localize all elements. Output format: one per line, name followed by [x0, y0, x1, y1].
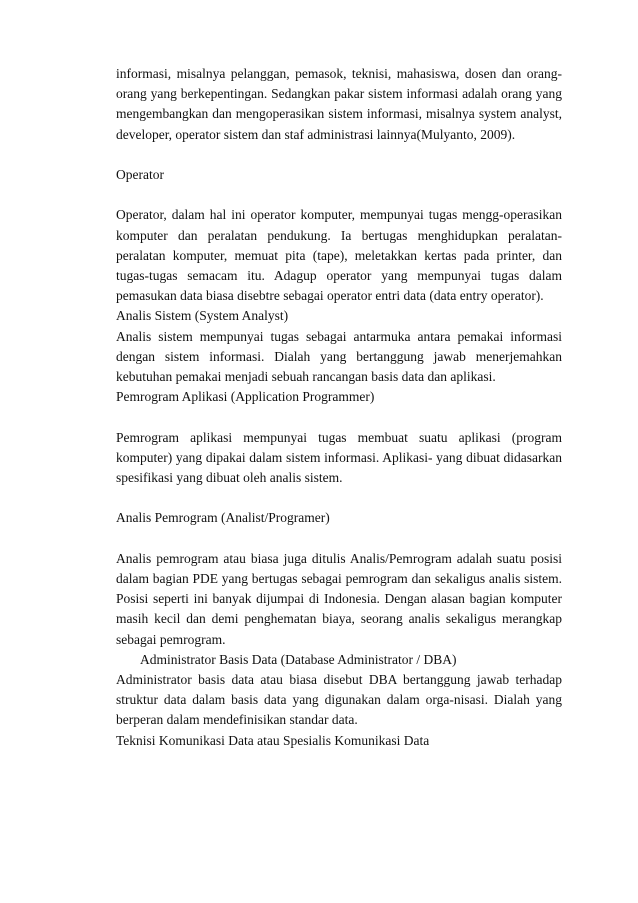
document-page: [116, 64, 562, 751]
paragraph-gap: [116, 488, 562, 508]
paragraph-dba: Administrator basis data atau biasa disebut DBA bertanggung jawab terhadap struktur data dalam basis data yang digunakan dalam orga-nisasi. Dialah yang berperan dalam mendefinisikan standar data.: [116, 672, 562, 728]
paragraph-gap: [116, 407, 562, 427]
paragraph-gap: [116, 529, 562, 549]
heading-pemrogram-aplikasi: Pemrogram Aplikasi (Application Programmer): [116, 389, 375, 405]
heading-analis-sistem: Analis Sistem (System Analyst): [116, 308, 289, 324]
paragraph-analis-sistem: Analis sistem mempunyai tugas sebagai antarmuka antara pemakai informasi dengan sistem informasi. Dialah yang bertanggung jawab menerjemahkan kebutuhan pemakai menjadi sebuah rancangan basis data dan aplikasi.: [116, 328, 562, 385]
paragraph-operator: Operator, dalam hal ini operator komputer, mempunyai tugas mengg-operasikan komputer dan peralatan pendukung. Ia bertugas menghidupkan peralatan-peralatan komputer, memuat pita (tape), meletakkan kertas pada printer, dan tugas-tugas semacam itu. Adagup operator yang mempunyai tugas dalam pemasukan data biasa disebtre sebagai operator entri data (data entry operator).: [116, 207, 562, 304]
paragraph-gap: [116, 145, 562, 165]
paragraph-pemrogram-aplikasi: Pemrogram aplikasi mempunyai tugas membuat suatu aplikasi (program komputer) yang dipakai dalam sistem informasi. Aplikasi- yang dibuat didasarkan spesifikasi yang dibuat oleh analis sistem.: [116, 429, 562, 486]
heading-analis-pemrogram: Analis Pemrogram (Analist/Programer): [116, 510, 330, 526]
paragraph-intro: informasi, misalnya pelanggan, pemasok, teknisi, mahasiswa, dosen dan orang-orang yang berkepentingan. Sedangkan pakar sistem informasi adalah orang yang mengembangkan dan mengoperasikan sistem informasi, misalnya system analyst, developer, operator sistem dan staf administrasi lainnya(Mulyanto, 2009).: [116, 66, 562, 142]
heading-operator: Operator: [116, 167, 164, 182]
heading-teknisi-komunikasi: Teknisi Komunikasi Data atau Spesialis Komunikasi Data: [116, 732, 430, 748]
paragraph-analis-pemrogram: Analis pemrogram atau biasa juga ditulis Analis/Pemrogram adalah suatu posisi dalam bagian PDE yang bertugas sebagai pemrogram dan sekaligus analis sistem. Posisi seperti ini banyak dijumpai di Indonesia. Dengan alasan bagian komputer masih kecil dan demi penghematan biaya, seorang analis sekaligus merangkap sebagai pemrogram.: [116, 550, 562, 647]
paragraph-gap: [116, 185, 562, 205]
heading-dba: Administrator Basis Data (Database Administrator / DBA): [140, 651, 457, 667]
